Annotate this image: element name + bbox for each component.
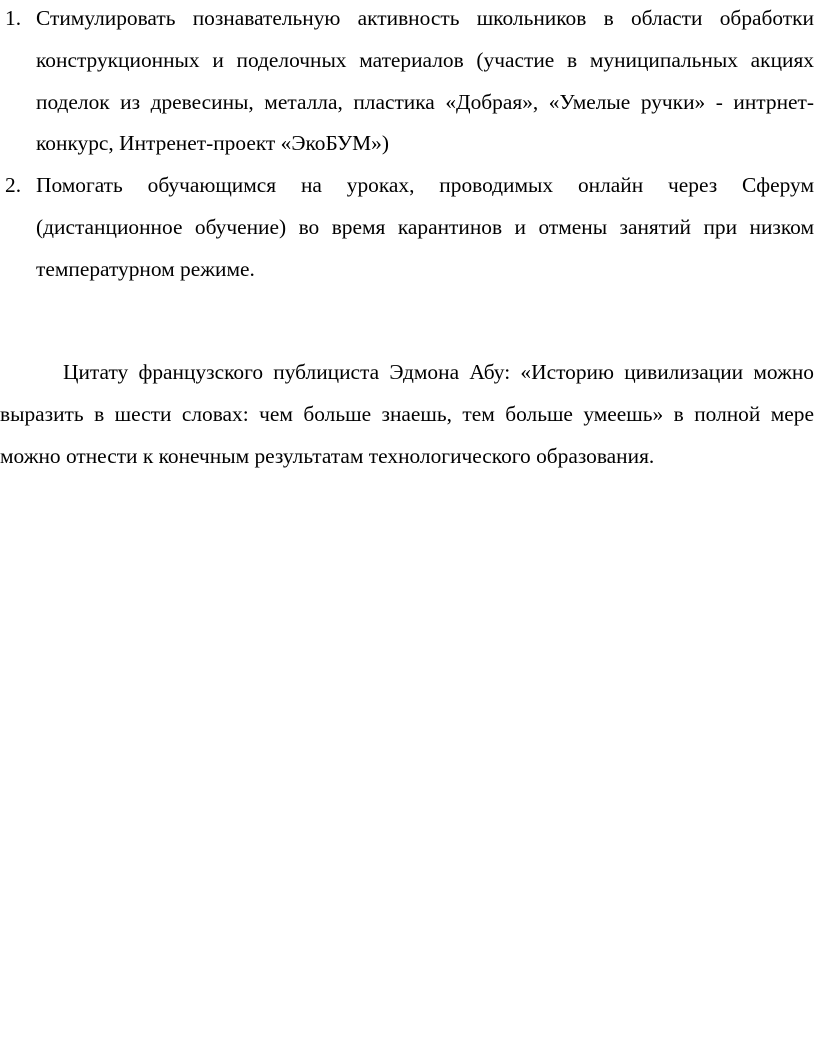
list-item: [0, 0, 816, 165]
quote-paragraph: Цитату французского публициста Эдмона Абу: «Историю цивилизации можно выразить в шести словах: чем больше знаешь, тем больше умеешь» в полной мере можно отнести к конечным результатам технологического образования.: [0, 360, 814, 468]
list-item-number: 2.: [5, 173, 22, 198]
list-item-number: 1.: [5, 6, 22, 30]
numbered-list: [0, 0, 816, 291]
list-item: [0, 165, 816, 290]
list-item-text: Стимулировать познавательную активность школьников в области обработки конструкционных и поделочных материалов (участие в муниципальных акциях поделок из древесины, металла, пластика «Добрая», «Умелые ручки» - интрнет-конкурс, Интренет-проект «ЭкоБУМ»): [36, 6, 814, 156]
list-item-text: Помогать обучающимся на уроках, проводимых онлайн через Сферум (дистанционное обучение) во время карантинов и отмены занятий при низком температурном режиме.: [36, 173, 814, 281]
